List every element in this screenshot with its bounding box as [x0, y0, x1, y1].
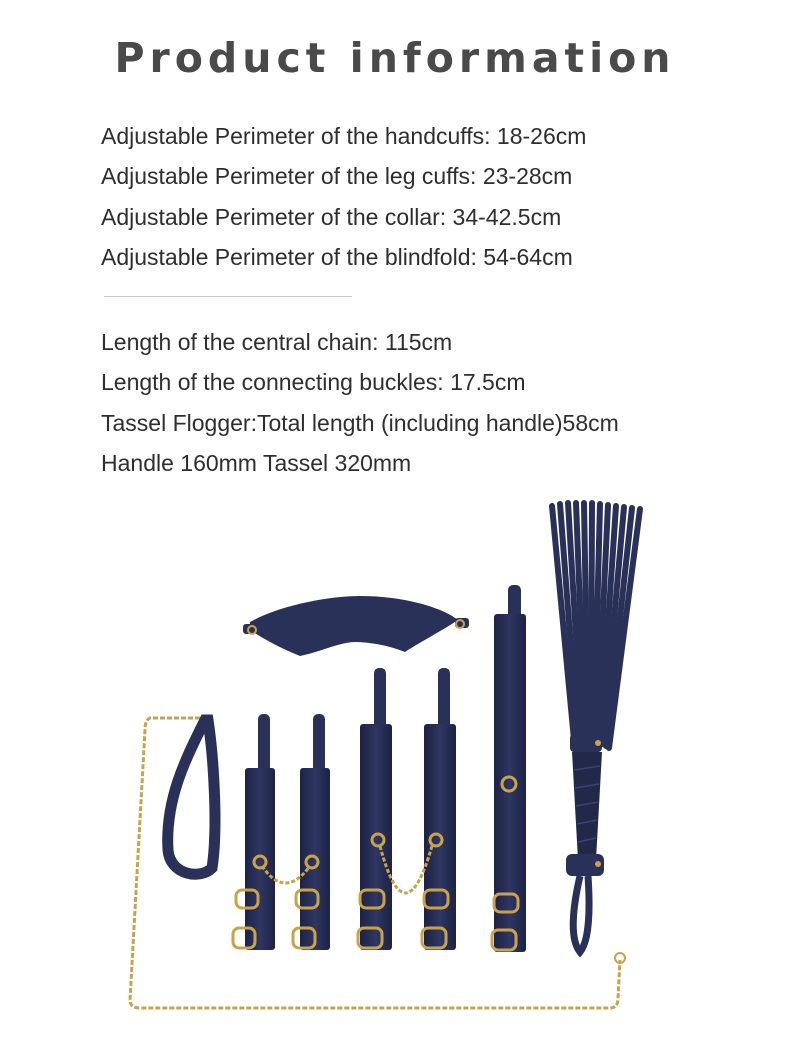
- leg-cuff-left: [358, 668, 392, 950]
- divider: [104, 296, 352, 297]
- spec-collar: Adjustable Perimeter of the collar: 34-42.5cm: [101, 203, 562, 230]
- spec-blindfold: Adjustable Perimeter of the blindfold: 54-64cm: [101, 243, 573, 270]
- handcuff-right: [293, 714, 330, 950]
- spec-leg-cuffs: Adjustable Perimeter of the leg cuffs: 23-28cm: [101, 163, 573, 190]
- spec-connecting-buckles: Length of the connecting buckles: 17.5cm: [101, 369, 526, 396]
- tassel-flogger: [552, 503, 640, 952]
- leg-cuff-right: [422, 668, 456, 950]
- spec-flogger-length: Tassel Flogger:Total length (including handle)58cm: [101, 409, 619, 436]
- page-title: Product information: [114, 34, 676, 82]
- leash-loop: [168, 720, 215, 874]
- product-photo: [0, 490, 790, 1046]
- blindfold: [243, 596, 469, 656]
- specs-list-lengths: [101, 322, 619, 483]
- handcuff-left: [233, 714, 275, 950]
- spec-central-chain: Length of the central chain: 115cm: [101, 329, 453, 355]
- spec-handcuffs: Adjustable Perimeter of the handcuffs: 18-26cm: [101, 123, 587, 149]
- specs-list-dimensions: [101, 116, 586, 277]
- collar: [492, 585, 526, 952]
- spec-handle-tassel: Handle 160mm Tassel 320mm: [101, 449, 412, 476]
